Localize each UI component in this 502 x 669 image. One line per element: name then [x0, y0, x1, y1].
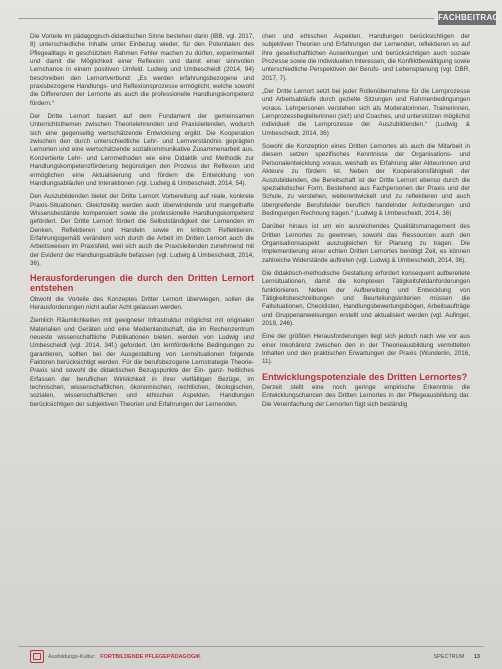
- paragraph: Die didaktisch-methodische Gestaltung erfordert konsequent aufbereitete Lernsituationen, damit die komplexen Tätigkeitsfeldanforderungen funktionieren. Neben der Aufbereitung und Entwicklung von Tätigkeitsbeschreibungen und Beurteilungskriterien müssen die Fallsituationen, Checklisten, Handlungsbewertungsbögen, Arbeitsaufträge und Gruppenanweisungen erstellt und aktualisiert werden (vgl. Aufinger, 2019, 246).: [262, 269, 470, 327]
- footer-publisher: Ausbildungs-Kultur:: [48, 654, 96, 660]
- header-rule: [18, 18, 434, 19]
- paragraph: Derzeit stellt eine noch geringe empirische Erkenntnis die Entwicklungschancen des Dritten Lernortes in der Pflegeausbildung dar. Die Vereinfachung der Lernorten fügt sich beständig: [262, 383, 470, 408]
- footer-right-label: SPECTRUM: [433, 654, 465, 660]
- section-heading: Entwicklungspotenziale des Dritten Lernortes?: [262, 371, 468, 382]
- paragraph: Ziemlich Räumlichkeiten mit geeigneter Infrastruktur möglichst mit originalen Materialien und Geräten und eine Medienlandschaft, die im Rechenzentrum neueste wissenschaftliche Publikationen bieten, werden von Ludwig und Umbescheidt (vgl. 2014, 34f.) gefordert. Um lernförderliche Bedingungen zu garantieren, sollten bei der Ausgestaltung von Lernsituationen folgende Faktoren berücksichtigt werden. Für die berufsbezogene Lernstrategie Theorie-Praxis sind sowohl die didaktischen Bezugspunkte der Ein- ganz- heitliches Erfassen der beruflichen Wirklichkeit in ihrer vielfältigen Bezüge, im technischen, wissenschaftlichen, ökonomischen, rechtlichen, ökologischen, sozialen, wissenschaftlichen und ethischen Aspekten. Handlungen berücksichtigen der subjektiven Theorien und Erfahrungen der Lernenden.: [30, 317, 254, 408]
- paragraph: Eine der größten Herausforderungen liegt sich jedoch nach wie vor aus einer Inkohärenz zwischen den in der Theorieausbildung vermittelten Inhalten und den praktischen Erwartungen der Praxis (Wunderlin, 2016, 11).: [262, 333, 470, 366]
- page-number: 13: [473, 654, 480, 660]
- publisher-logo-icon: [30, 650, 44, 663]
- footer-page-info: [433, 654, 480, 660]
- paragraph: Den Auszubildenden bietet der Dritte Lernort Vorbereitung auf reale, konkrete Praxis-Situationen. Gleichzeitig werden auch überwindende und mangelhafte Wissensbestände kompensiert sowie die professionelle Handlungskompetenz gefördert. Der Dritte Lernort fördert die Selbstständigkeit der Lernenden im Denken, Reflektieren und Handeln sowie im kritisch Reflektieren. Erfahrungsgemäß verändern sich durch die Arbeit im Dritten Lernort auch die Arbeitsweisen im Praxisfeld, weil sich auch die Praxisleitenden zunehmend mit der Evidenz der Handlungsabläufe befassen (vgl. Ludwig & Umbescheidt, 2014, 36).: [30, 193, 254, 267]
- paragraph: Obwohl die Vorteile des Konzeptes Dritter Lernort überwiegen, sollen die Herausforderungen nicht außer Acht gelassen werden.: [30, 295, 254, 312]
- paragraph: Darüber hinaus ist um ein ausreichendes Qualitätsmanagement des Dritten Lernortes zu gewinnen, sowohl das Ressourcen auch den Organisationsaspekt auszugleichen für Planung zu tragen. Die Implementierung einer echten Dritten Lernortes benötigt Zeit, es können zahlreiche Widerstände auftreten (vgl. Ludwig & Umbescheidt, 2014, 36).: [262, 223, 470, 264]
- paragraph: Der Dritte Lernort basiert auf dem Fundament der gemeinsamen Unterrichtsthemen zwischen Theorielehrenden und Praxisleitenden, wodurch sich eine gegenseitig wertschätzende Entwicklung ergibt. Die Kooperation zwischen den durch unterschiedliche Lehr- und Lernverständnis geprägten Lernorten und eine wertschätzende sozialkommunikative Zusammenarbeit aus. Konzertierte Lehr- und Lernmethoden wie eine Didaktik und Methodik zur Handlungskompetenzförderung begünstigen den Prozess der Reflexion und ermöglichen eine Aktualisierung und fördern die Entwicklung von Handlungsabläufen und Interaktionen (vgl. Ludwig & Umbescheidt, 2014, 54).: [30, 113, 254, 187]
- section-label: FACHBEITRAG: [438, 11, 496, 25]
- paragraph: chen und ethischen Aspekten. Handlungen berücksichtigen der subjektiven Theorien und Erfahrungen der Lernenden, reflektieren es auf ihre gesellschaftlichen Auswirkungen und berücksichtigen auch soziale Prozesse sowie die individuellen Interessen, die Konfliktbewältigung sowie unterschiedliche Perspektiven der Berufs- und Lebensplanung (vgl. DBR, 2017, 7).: [262, 33, 470, 82]
- left-column: [30, 33, 254, 414]
- right-column: [262, 33, 470, 414]
- footer-series: FORTBILDENDE PFLEGEPÄDAGOGIK: [100, 654, 201, 660]
- paragraph: Die Vorteile im pädagogisch-didaktischen Sinne bestehen darin (IBB, vgl. 2017, 8) unterschiedliche Inhalte unter Einbezug wieder, für den Potentialen des Pflegealltags in geschütztem Rahmen Fehler machen zu dürfen, experimentell und damit die Möglichkeit einer Reflexion und damit einer sinnvollen Lernchance in einem positiven Umfeld. Ludwig und Umbescheidt (2014, 94) beschreiben den Lernortverbund: „Es werden erfahrungsbezogene und praxisbezogene Handlungs- und Reflexionsprozesse ermöglicht, welche sowohl die Differenzen der Lernorte als auch die professionelle Handlungskompetenz fördern.“: [30, 33, 254, 107]
- paragraph: Sowohl die Konzeption eines Dritten Lernortes als auch die Mitarbeit in diesem setzen spezifisches Kenntnisse der Organisations- und Personalentwicklung voraus, weshalb es Erfahrung aller Akteurinnen und Akteure zu fördern ist. Neben der Kooperationsfähigkeit der Auszubildenden, die Bereitschaft ist der Dritte Lernort ebenso durch die spezialistischer Form, Bestehend aus Fachpersonen der Praxis und der Schule, zu verstehen, weiterentwickelt und zu reflektieren und auch übergreifende Berufsfelder beruflich handelnder Anforderungen und Bedingungen Rechnung tragen.“ (Ludwig & Umbescheidt, 2014, 36): [262, 143, 470, 217]
- section-heading: Herausforderungen die durch den Dritten Lernort entstehen: [30, 273, 254, 294]
- footer-publication: [48, 654, 201, 660]
- quote-paragraph: „Der Dritte Lernort setzt bei jeder Rollenübernahme für die Lernprozesse und Arbeitsabläufe durch gezielte Sitzungen und Rahmenbedingungen voraus. Lehrpersonen verstehen sich als Moderatorinnen, Trainerinnen, Lernprozessbegleiterinnen (sic!) und Coaches, und unterstützen möglichst individuell die Lernprozesse der Auszubildenden.“ (Ludwig & Umbescheidt, 2014, 36): [262, 88, 470, 137]
- footer-rule: [18, 646, 484, 647]
